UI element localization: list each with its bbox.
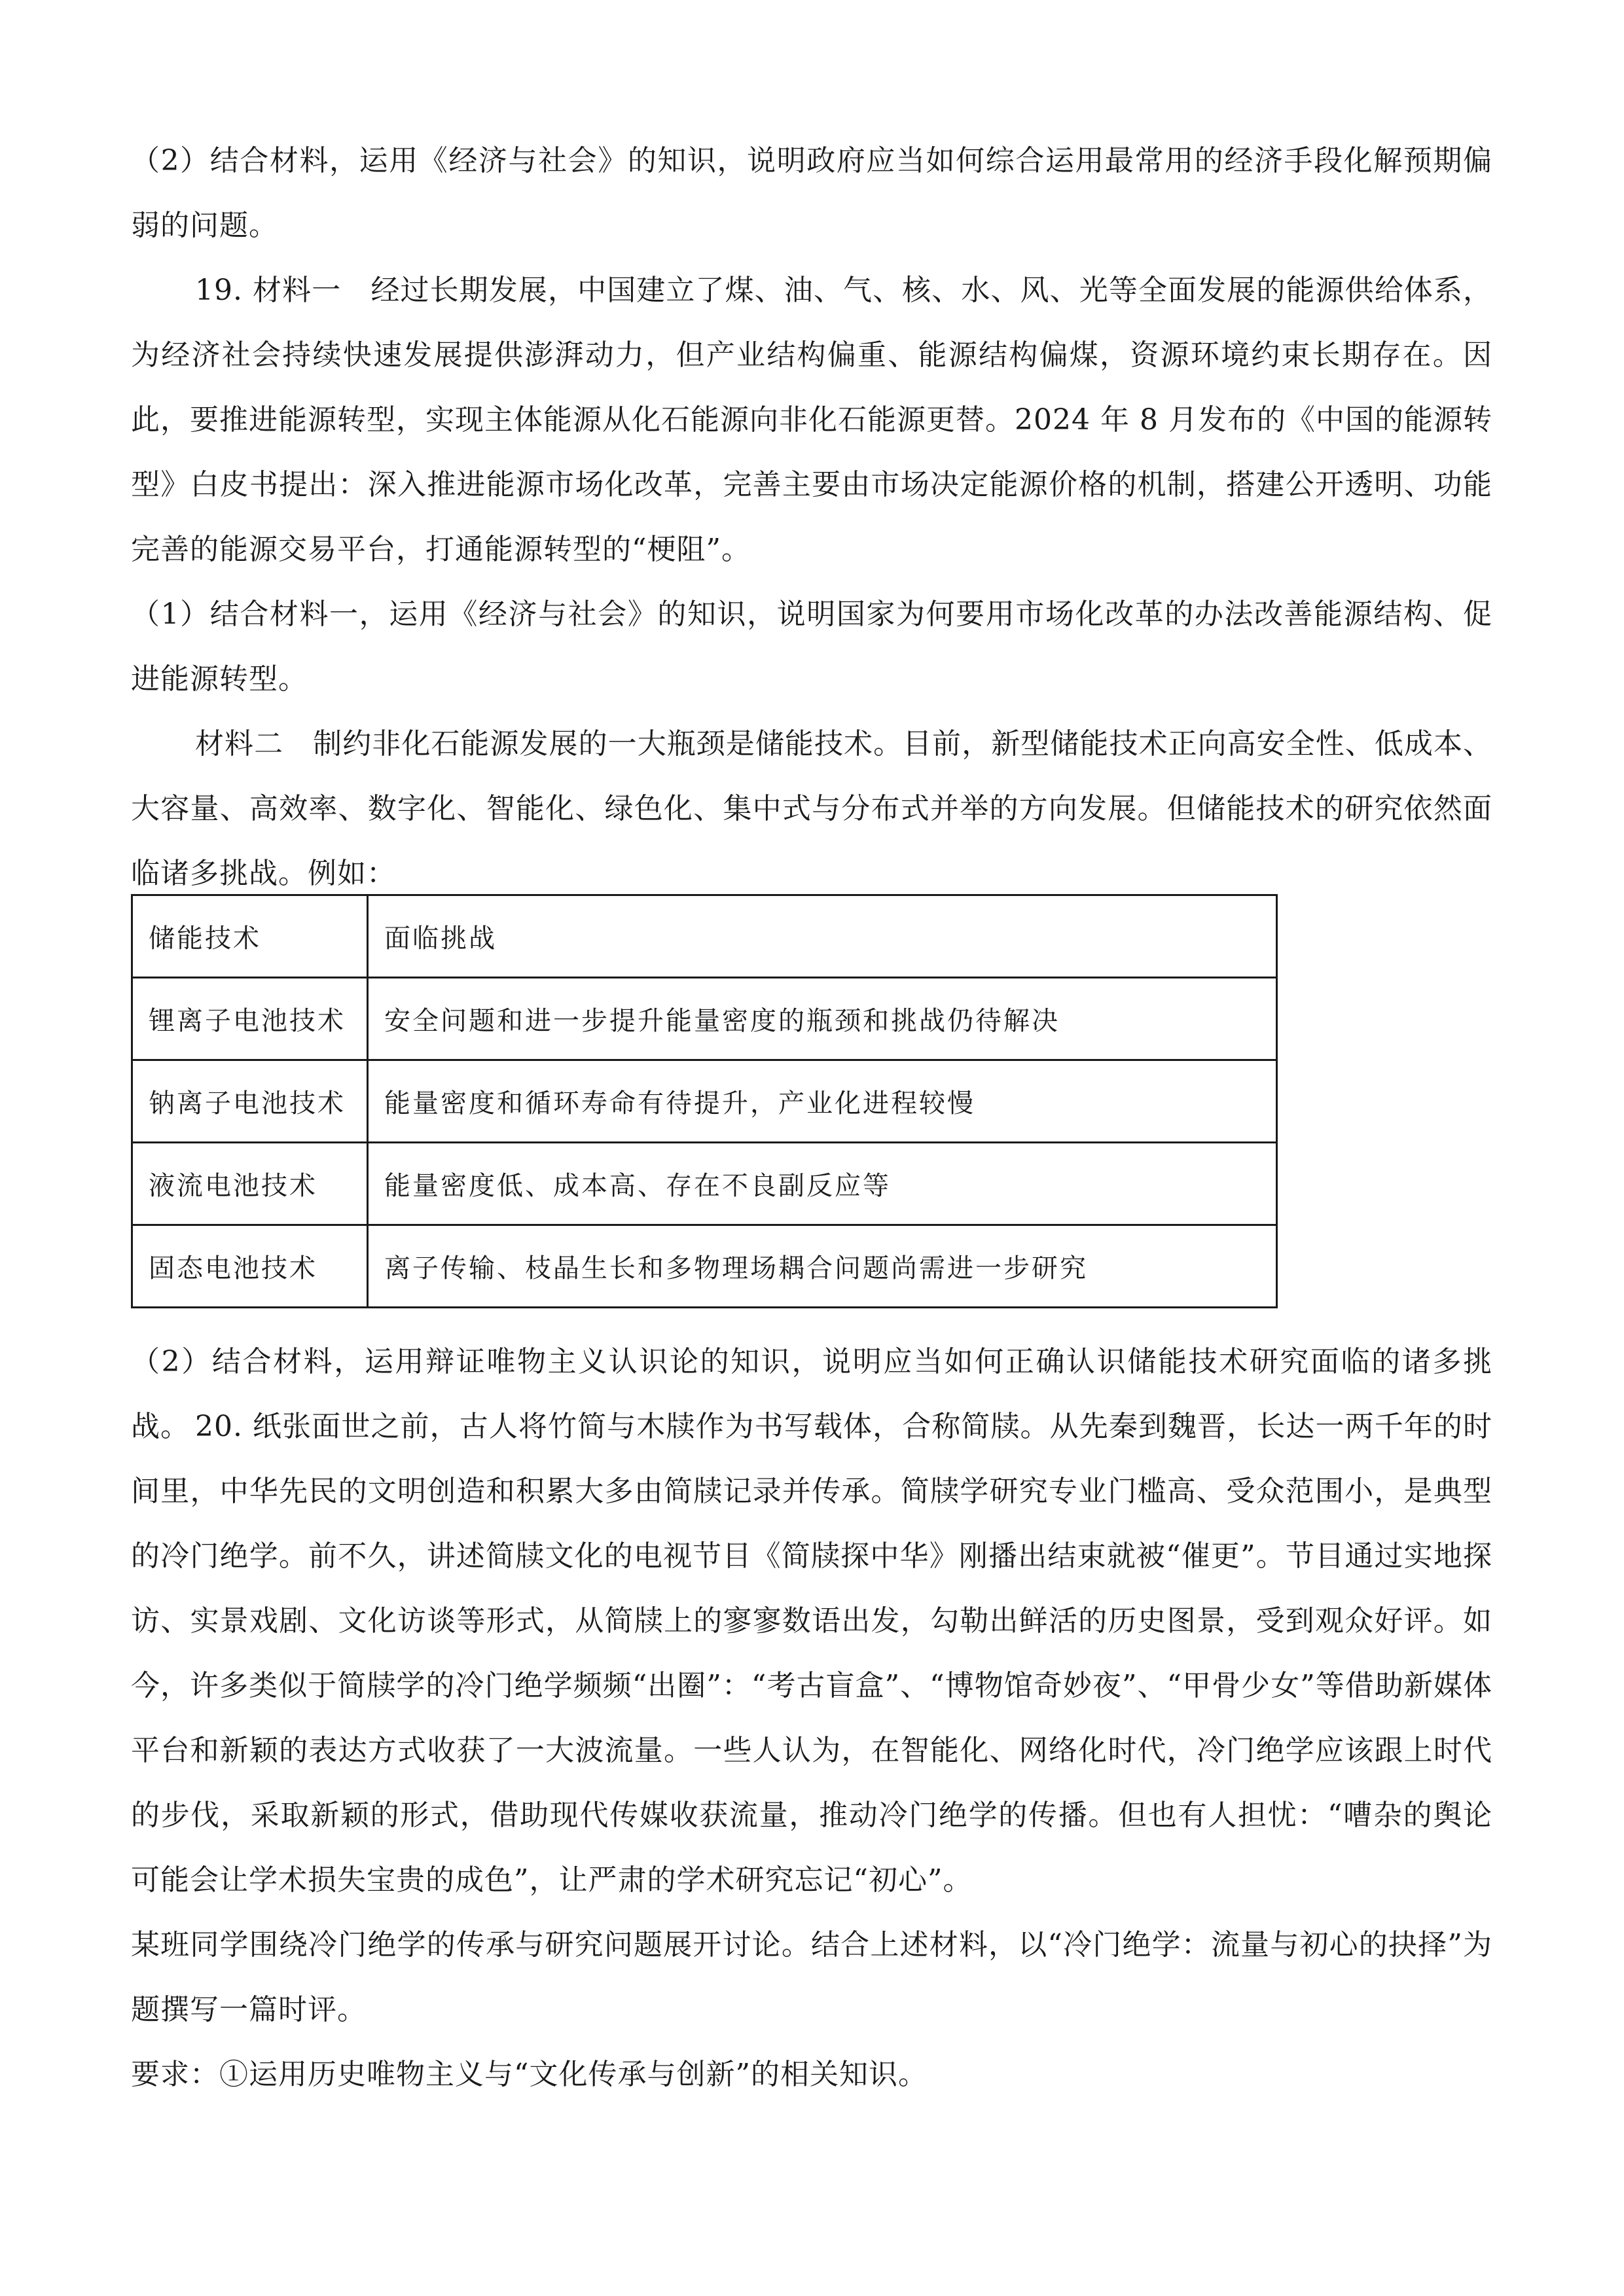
table-header-row [132,895,1277,978]
table-cell: 固态电池技术 [132,1225,368,1308]
question-18-part-2: （2）结合材料，运用《经济与社会》的知识，说明政府应当如何综合运用最常用的经济手段化解预期偏弱的问题。 [131,144,1492,242]
question-19-part-1: （1）结合材料一，运用《经济与社会》的知识，说明国家为何要用市场化改革的办法改善能源结构、促进能源转型。 [131,598,1492,696]
table-cell: 离子传输、枝晶生长和多物理场耦合问题尚需进一步研究 [368,1225,1277,1308]
table-cell: 锂离子电池技术 [132,978,368,1060]
table-cell: 钠离子电池技术 [132,1060,368,1143]
energy-storage-table [131,894,1278,1308]
question-19-part-2: （2）结合材料，运用辩证唯物主义认识论的知识，说明应当如何正确认识储能技术研究面临的诸多挑战。 [131,1345,1492,1443]
table-row [132,1225,1277,1308]
table-header-cell: 储能技术 [132,895,368,978]
table-row [132,1060,1277,1143]
table-cell: 液流电池技术 [132,1143,368,1225]
table-cell: 能量密度和循环寿命有待提升，产业化进程较慢 [368,1060,1277,1143]
table-header-cell: 面临挑战 [368,895,1277,978]
question-20-requirement: 要求：①运用历史唯物主义与“文化传承与创新”的相关知识。 [131,2058,928,2091]
table-row [132,978,1277,1060]
question-20-material: 20. 纸张面世之前，古人将竹简与木牍作为书写载体，合称简牍。从先秦到魏晋，长达一两千年的时间里，中华先民的文明创造和积累大多由简牍记录并传承。简牍学研究专业门槛高、受众范围小，是典型的冷门绝学。前不久，讲述简牍文化的电视节目《简牍探中华》刚播出结束就被“催更”。节目通过实地探访、实景戏剧、文化访谈等形式，从简牍上的寥寥数语出发，勾勒出鲜活的历史图景，受到观众好评。如今，许多类似于简牍学的冷门绝学频频“出圈”：“考古盲盒”、“博物馆奇妙夜”、“甲骨少女”等借助新媒体平台和新颖的表达方式收获了一大波流量。一些人认为，在智能化、网络化时代，冷门绝学应该跟上时代的步伐，采取新颖的形式，借助现代传媒收获流量，推动冷门绝学的传播。但也有人担忧：“嘈杂的舆论可能会让学术损失宝贵的成色”，让严肃的学术研究忘记“初心”。 [131,1410,1492,1897]
question-19-material-2: 材料二 制约非化石能源发展的一大瓶颈是储能技术。目前，新型储能技术正向高安全性、低成本、大容量、高效率、数字化、智能化、绿色化、集中式与分布式并举的方向发展。但储能技术的研究依然面临诸多挑战。例如： [131,727,1492,890]
table-cell: 能量密度低、成本高、存在不良副反应等 [368,1143,1277,1225]
table-cell: 安全问题和进一步提升能量密度的瓶颈和挑战仍待解决 [368,978,1277,1060]
table-row [132,1143,1277,1225]
question-19-material-1: 19. 材料一 经过长期发展，中国建立了煤、油、气、核、水、风、光等全面发展的能源供给体系，为经济社会持续快速发展提供澎湃动力，但产业结构偏重、能源结构偏煤，资源环境约束长期存在。因此，要推进能源转型，实现主体能源从化石能源向非化石能源更替。2024 年 8 月发布的《中国的能源转型》白皮书提出：深入推进能源市场化改革，完善主要由市场决定能源价格的机制，搭建公开透明、功能完善的能源交易平台，打通能源转型的“梗阻”。 [131,274,1492,566]
question-20-task: 某班同学围绕冷门绝学的传承与研究问题展开讨论。结合上述材料，以“冷门绝学：流量与初心的抉择”为题撰写一篇时评。 [131,1928,1492,2026]
